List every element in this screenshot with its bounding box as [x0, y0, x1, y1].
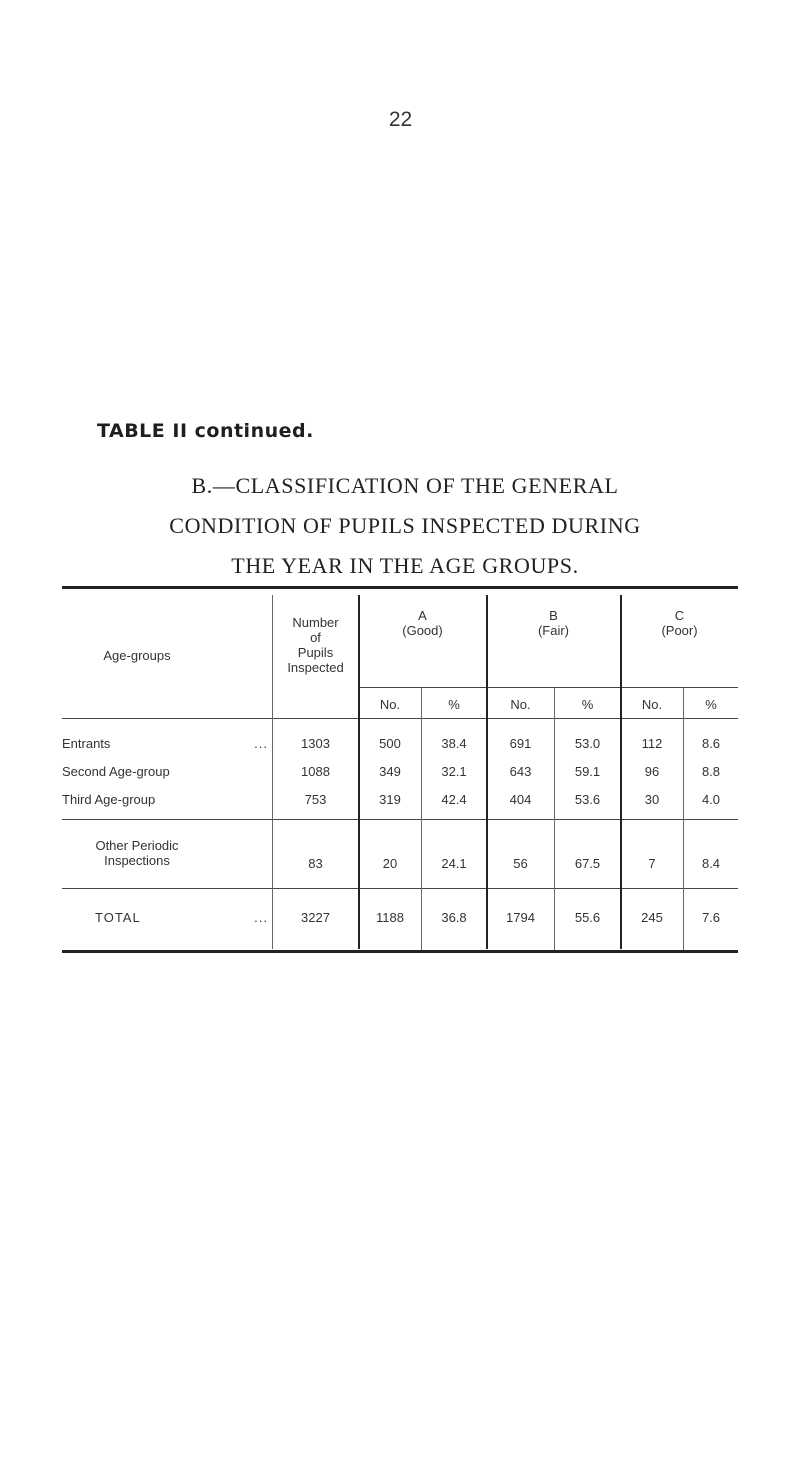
header-number-line: Pupils	[297, 645, 334, 660]
other-b-no: 56	[513, 856, 528, 871]
header-c-label: (Poor)	[661, 623, 698, 638]
row-dots: ...	[254, 736, 268, 751]
header-b-pct: %	[581, 697, 594, 712]
header-number-line: Number	[292, 615, 339, 630]
total-label: TOTAL	[95, 910, 141, 925]
total-c-no: 245	[641, 910, 663, 925]
table-title: TABLE II continued.	[97, 420, 314, 442]
header-bottom-rule	[62, 718, 738, 719]
header-number-line: of	[310, 630, 321, 645]
row-b-pct: 53.0	[574, 736, 601, 751]
total-b-pct: 55.6	[574, 910, 601, 925]
row-group-label: Third Age-group	[62, 792, 156, 807]
header-a-label: (Good)	[402, 623, 443, 638]
table-bottom-rule	[62, 950, 738, 953]
header-number-inspected	[273, 615, 358, 675]
section-title-line: THE YEAR IN THE AGE GROUPS.	[231, 553, 579, 578]
total-dots: ...	[254, 910, 268, 925]
page-number: 22	[388, 108, 413, 131]
header-b-no: No.	[510, 697, 531, 712]
other-bottom-rule	[62, 888, 738, 889]
row-c-pct: 8.6	[701, 736, 721, 751]
row-a-pct: 32.1	[441, 764, 467, 779]
row-a-pct: 42.4	[441, 792, 467, 807]
total-b-no: 1794	[506, 910, 535, 925]
total-number: 3227	[301, 910, 330, 925]
header-c-poor	[621, 608, 738, 638]
other-c-no: 7	[648, 856, 656, 871]
section-title-line: B.—CLASSIFICATION OF THE GENERAL	[191, 473, 619, 498]
row-a-no: 349	[379, 764, 401, 779]
header-c-no: No.	[641, 697, 663, 712]
row-c-no: 30	[644, 792, 660, 807]
row-c-no: 112	[641, 736, 663, 751]
header-b-fair	[487, 608, 620, 638]
total-a-pct: 36.8	[441, 910, 467, 925]
total-c-pct: 7.6	[701, 910, 721, 925]
section-title-line: CONDITION OF PUPILS INSPECTED DURING	[169, 513, 641, 538]
header-number-line: Inspected	[287, 660, 344, 675]
header-a-letter: A	[418, 608, 427, 623]
row-c-no: 96	[644, 764, 660, 779]
total-a-no: 1188	[376, 910, 404, 925]
header-a-no: No.	[379, 697, 401, 712]
other-c-pct: 8.4	[701, 856, 721, 871]
row-number: 1303	[301, 736, 330, 751]
row-number: 753	[304, 792, 327, 807]
header-b-letter: B	[549, 608, 558, 623]
row-b-no: 643	[509, 764, 532, 779]
row-b-no: 404	[509, 792, 532, 807]
row-c-pct: 8.8	[701, 764, 721, 779]
row-group-label: Second Age-group	[62, 764, 170, 779]
other-group-line: Inspections	[104, 853, 170, 868]
header-a-pct: %	[448, 697, 460, 712]
row-a-no: 319	[379, 792, 401, 807]
table-top-rule	[62, 586, 738, 589]
header-a-good	[359, 608, 486, 638]
header-c-pct: %	[705, 697, 717, 712]
other-a-no: 20	[382, 856, 398, 871]
other-group-label	[62, 838, 212, 868]
row-b-pct: 59.1	[574, 764, 601, 779]
row-group-label: Entrants	[62, 736, 111, 751]
header-b-label: (Fair)	[537, 623, 570, 638]
other-a-pct: 24.1	[441, 856, 467, 871]
other-group-line: Other Periodic	[95, 838, 179, 853]
rows-bottom-rule	[62, 819, 738, 820]
row-number: 1088	[301, 764, 330, 779]
row-a-pct: 38.4	[441, 736, 467, 751]
row-b-no: 691	[509, 736, 532, 751]
header-age-groups: Age-groups	[103, 648, 171, 663]
row-b-pct: 53.6	[574, 792, 601, 807]
row-c-pct: 4.0	[701, 792, 721, 807]
row-a-no: 500	[379, 736, 401, 751]
other-number: 83	[308, 856, 323, 871]
subheader-rule	[359, 687, 738, 688]
header-c-letter: C	[674, 608, 685, 623]
other-b-pct: 67.5	[574, 856, 601, 871]
